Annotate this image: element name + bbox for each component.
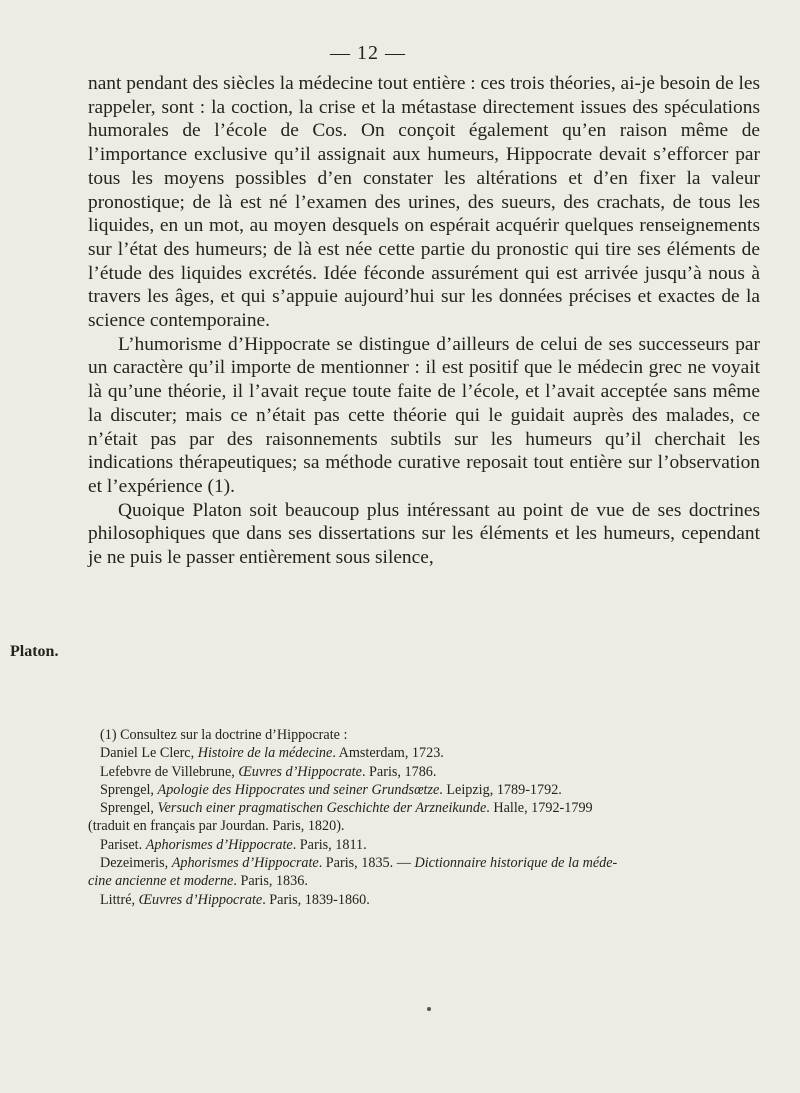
ref-title: Œuvres d’Hippocrate — [238, 763, 362, 780]
ref-title: Histoire de la médecine — [197, 745, 333, 762]
footnote-ref — [88, 799, 760, 817]
footnote-ref — [88, 854, 760, 872]
ref-author: Daniel Le Clerc, — [100, 745, 198, 762]
ref-author: Sprengel, — [100, 781, 158, 798]
ref-note: (traduit en français par Jourdan. Paris, 1820). — [88, 818, 345, 835]
ref-publication: . Paris, 1839-1860. — [262, 891, 370, 908]
ref-publication: . Paris, 1786. — [361, 763, 437, 780]
body-text — [88, 72, 760, 570]
ref-title: Versuch einer pragmatischen Geschichte der Arzneikunde — [157, 800, 487, 817]
ref-author: Littré, — [100, 891, 139, 908]
footnote-ref — [88, 744, 760, 762]
paragraph-continuation: nant pendant des siècles la médecine tout entière : ces trois théories, ai-je besoin de les rappeler, sont : la coction, la crise et la métastase directement issues des spéculations humorales de l’école de Cos. On conçoit également qu’en raison même de l’importance exclusive qu’il assignait aux humeurs, Hippocrate devait s’efforcer par tous les moyens possibles d’en constater les altérations et d’en fixer la valeur pronostique; de là est né l’examen des urines, des sueurs, des crachats, de tous les liquides, en un mot, au moyen desquels on espérait acquérir quelques renseignements sur l’état des humeurs; de là est née cette partie du pronostic qui tire ses éléments de l’étude des liquides excrétés. Idée féconde assurément qui est arrivée jusqu’à nous à travers les âges, et qui s’appuie aujourd’hui sur les données précises et exactes de la science contemporaine. — [88, 73, 760, 332]
margin-note-platon: Platon. — [10, 643, 59, 660]
footnote-ref — [88, 891, 760, 909]
ref-title: cine ancienne et moderne — [88, 873, 234, 890]
ref-author: Sprengel, — [100, 800, 158, 817]
ref-title: Œuvres d’Hippocrate — [138, 891, 263, 908]
footnote-ref — [88, 836, 760, 854]
footnote-ref — [88, 781, 760, 799]
page-number: — 12 — — [330, 42, 406, 64]
paragraph-platon: Quoique Platon soit beaucoup plus intéressant au point de vue de ses doctrines philosophiques que dans ses dissertations sur les éléments et les humeurs, cependant je ne puis le passer entièrement sous silence, — [88, 499, 760, 569]
footnote-ref — [88, 763, 760, 781]
ref-publication: . Amsterdam, 1723. — [332, 745, 444, 762]
footnote-ref-continuation — [88, 872, 760, 890]
ref-publication: . Leipzig, 1789-1792. — [439, 781, 562, 798]
ref-title: Apologie des Hippocrates und seiner Grundsœtze — [157, 781, 440, 798]
footnote-intro: (1) Consultez sur la doctrine d’Hippocrate : — [100, 727, 348, 743]
ref-title: Aphorismes d’Hippocrate — [171, 855, 319, 872]
ref-publication: . Paris, 1836. — [233, 873, 308, 890]
ref-author: Pariset. — [100, 836, 146, 853]
footnote-ref-continuation — [88, 817, 760, 835]
ref-publication: . Paris, 1811. — [292, 836, 367, 853]
ref-title-2: Dictionnaire historique de la méde- — [414, 855, 618, 872]
footnotes — [88, 726, 760, 909]
ref-author: Lefebvre de Villebrune, — [100, 763, 239, 780]
ref-publication: . Paris, 1835. — — [318, 855, 415, 872]
ref-publication: . Halle, 1792-1799 — [486, 800, 593, 817]
paragraph-humorisme: L’humorisme d’Hippocrate se distingue d’ailleurs de celui de ses successeurs par un caractère qu’il importe de mentionner : il est positif que le médecin grec ne voyait là qu’une théorie, il l’avait reçue toute faite de l’école, et l’avait acceptée sans même la discuter; mais ce n’était pas cette théorie qui le guidait auprès des malades, ce n’était pas par des raisonnements subtils sur les humeurs qu’il cherchait les indications thérapeutiques; sa méthode curative reposait tout entière sur l’observation et l’expérience (1). — [88, 333, 760, 497]
ref-author: Dezeimeris, — [100, 855, 172, 872]
ink-speck — [427, 1007, 431, 1011]
ref-title: Aphorismes d’Hippocrate — [145, 836, 293, 853]
